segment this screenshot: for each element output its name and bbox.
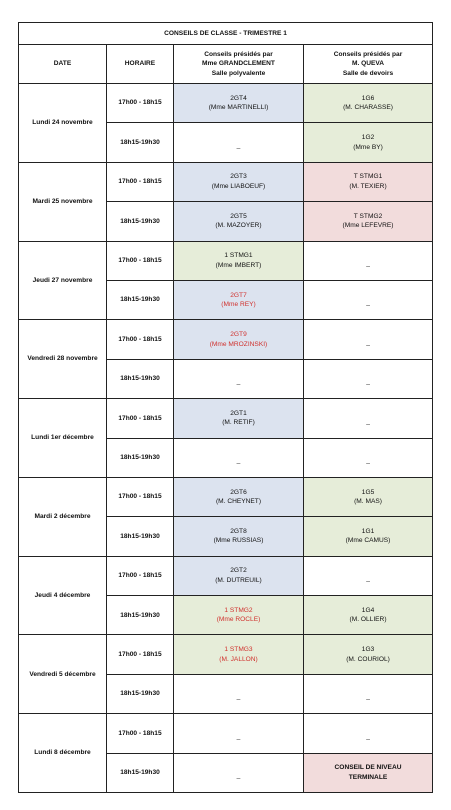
class-name: 2GT3: [230, 173, 247, 181]
empty-marker: _: [366, 299, 370, 307]
empty-marker: _: [366, 693, 370, 701]
empty-marker: _: [236, 732, 241, 740]
empty-marker: _: [366, 575, 370, 583]
grandclement-cell: [174, 320, 304, 359]
queva-cell: [304, 280, 433, 319]
grandclement-cell: [174, 596, 304, 635]
grandclement-cell: [174, 714, 304, 753]
queva-cell: [304, 517, 433, 556]
grandclement-cell: [174, 556, 304, 595]
time-cell: 18h15-19h30: [107, 596, 174, 635]
table-row: [19, 477, 433, 516]
class-name: 2GT1: [230, 409, 247, 417]
grandclement-cell: [174, 241, 304, 280]
queva-cell: [304, 556, 433, 595]
time-cell: 18h15-19h30: [107, 359, 174, 398]
time-cell: 17h00 - 18h15: [107, 556, 174, 595]
grandclement-cell: [174, 162, 304, 201]
teacher-name: (Mme RUSSIAS): [213, 537, 264, 545]
teacher-name: (Mme REY): [221, 301, 256, 309]
class-name: T STMG1: [353, 173, 383, 181]
time-cell: 18h15-19h30: [107, 438, 174, 477]
header-line: Salle de devoirs: [342, 69, 394, 77]
teacher-name: (Mme BY): [353, 143, 383, 151]
queva-cell: [304, 477, 433, 516]
header-grandclement: [174, 45, 304, 84]
time-cell: 18h15-19h30: [107, 123, 174, 162]
class-name: 1 STMG2: [224, 606, 253, 614]
date-cell: Jeudi 27 novembre: [19, 241, 107, 320]
queva-cell: [304, 241, 433, 280]
grandclement-cell: [174, 84, 304, 123]
time-cell: 18h15-19h30: [107, 674, 174, 713]
schedule-body: [19, 84, 433, 793]
grandclement-cell: [174, 438, 304, 477]
teacher-name: (M. COURIOL): [346, 655, 390, 663]
teacher-name: (M. MAZOYER): [215, 222, 262, 230]
empty-marker: _: [366, 456, 370, 464]
time-cell: 17h00 - 18h15: [107, 714, 174, 753]
class-name: 1G4: [361, 606, 375, 614]
queva-cell: [304, 202, 433, 241]
empty-marker: _: [366, 732, 370, 740]
table-row: [19, 399, 433, 438]
class-name: 1G5: [361, 488, 375, 496]
queva-cell: [304, 359, 433, 398]
time-cell: 17h00 - 18h15: [107, 162, 174, 201]
queva-cell: [304, 714, 433, 753]
time-cell: 18h15-19h30: [107, 517, 174, 556]
teacher-name: (M. OLLIER): [349, 616, 387, 624]
class-name: 2GT9: [230, 330, 247, 338]
class-name: 1G3: [361, 646, 375, 654]
table-title: CONSEILS DE CLASSE - TRIMESTRE 1: [19, 23, 433, 45]
class-name: CONSEIL DE NIVEAU: [334, 764, 402, 772]
header-queva: [304, 45, 433, 84]
teacher-name: (Mme CAMUS): [345, 537, 391, 545]
teacher-name: (M. DUTREUIL): [215, 576, 262, 584]
teacher-name: (M. RETIF): [222, 419, 255, 427]
time-cell: 18h15-19h30: [107, 280, 174, 319]
teacher-name: (M. CHEYNET): [215, 498, 262, 506]
class-name: 1G6: [361, 94, 375, 102]
teacher-name: (Mme IMBERT): [215, 261, 262, 269]
empty-marker: _: [236, 772, 241, 780]
queva-cell: [304, 438, 433, 477]
schedule-table: [18, 22, 433, 793]
class-name: 1 STMG1: [224, 252, 253, 260]
header-line: M. QUEVA: [351, 60, 385, 68]
date-cell: Vendredi 28 novembre: [19, 320, 107, 399]
grandclement-cell: [174, 477, 304, 516]
table-row: [19, 162, 433, 201]
empty-marker: _: [236, 378, 241, 386]
queva-cell: [304, 596, 433, 635]
teacher-name: (Mme MARTINELLI): [208, 104, 269, 112]
grandclement-cell: [174, 202, 304, 241]
time-cell: 18h15-19h30: [107, 753, 174, 792]
queva-cell: [304, 399, 433, 438]
table-row: [19, 714, 433, 753]
time-cell: 17h00 - 18h15: [107, 635, 174, 674]
empty-marker: _: [236, 141, 241, 149]
date-cell: Mardi 25 novembre: [19, 162, 107, 241]
grandclement-cell: [174, 635, 304, 674]
header-line: Conseils présidés par: [333, 50, 403, 58]
table-row: [19, 241, 433, 280]
grandclement-cell: [174, 399, 304, 438]
class-name: 2GT2: [230, 567, 247, 575]
time-cell: 17h00 - 18h15: [107, 477, 174, 516]
queva-cell: [304, 84, 433, 123]
class-name: 1 STMG3: [224, 646, 253, 654]
queva-cell: [304, 753, 433, 792]
date-cell: Lundi 8 décembre: [19, 714, 107, 793]
header-horaire: HORAIRE: [107, 45, 174, 84]
header-line: Conseils présidés par: [204, 50, 273, 58]
header-line: Salle polyvalente: [211, 69, 266, 77]
date-cell: Mardi 2 décembre: [19, 477, 107, 556]
queva-cell: [304, 320, 433, 359]
time-cell: 17h00 - 18h15: [107, 241, 174, 280]
grandclement-cell: [174, 753, 304, 792]
class-name: 2GT8: [230, 527, 247, 535]
empty-marker: _: [366, 378, 370, 386]
teacher-name: (M. CHARASSE): [343, 104, 393, 112]
class-name: 1G2: [361, 134, 375, 142]
grandclement-cell: [174, 517, 304, 556]
class-name: 2GT6: [230, 488, 247, 496]
class-name: T STMG2: [353, 212, 383, 220]
time-cell: 17h00 - 18h15: [107, 84, 174, 123]
table-row: [19, 320, 433, 359]
date-cell: Vendredi 5 décembre: [19, 635, 107, 714]
queva-cell: [304, 162, 433, 201]
teacher-name: (M. JALLON): [219, 655, 258, 663]
class-name: 2GT5: [230, 212, 247, 220]
queva-cell: [304, 674, 433, 713]
time-cell: 18h15-19h30: [107, 202, 174, 241]
class-name: 1G1: [361, 527, 375, 535]
grandclement-cell: [174, 123, 304, 162]
teacher-name: (Mme MROZINSKI): [209, 340, 268, 348]
teacher-name: (Mme LIABOEUF): [211, 182, 266, 190]
date-cell: Jeudi 4 décembre: [19, 556, 107, 635]
table-row: [19, 84, 433, 123]
table-row: [19, 635, 433, 674]
empty-marker: _: [366, 417, 370, 425]
grandclement-cell: [174, 359, 304, 398]
date-cell: Lundi 24 novembre: [19, 84, 107, 163]
empty-marker: _: [366, 259, 370, 267]
date-cell: Lundi 1er décembre: [19, 399, 107, 478]
empty-marker: _: [236, 693, 241, 701]
class-name: 2GT7: [230, 291, 247, 299]
header-date: DATE: [19, 45, 107, 84]
queva-cell: [304, 123, 433, 162]
teacher-name: (M. MAS): [354, 498, 382, 506]
teacher-name: (Mme ROCLE): [216, 616, 261, 624]
class-name: 2GT4: [230, 94, 247, 102]
grandclement-cell: [174, 674, 304, 713]
header-line: Mme GRANDCLEMENT: [202, 60, 275, 68]
teacher-name: (Mme LEFEVRE): [342, 222, 394, 230]
empty-marker: _: [366, 338, 370, 346]
time-cell: 17h00 - 18h15: [107, 399, 174, 438]
queva-cell: [304, 635, 433, 674]
teacher-name: TERMINALE: [348, 773, 388, 781]
time-cell: 17h00 - 18h15: [107, 320, 174, 359]
table-row: [19, 556, 433, 595]
grandclement-cell: [174, 280, 304, 319]
teacher-name: (M. TEXIER): [349, 182, 387, 190]
empty-marker: _: [236, 456, 241, 464]
